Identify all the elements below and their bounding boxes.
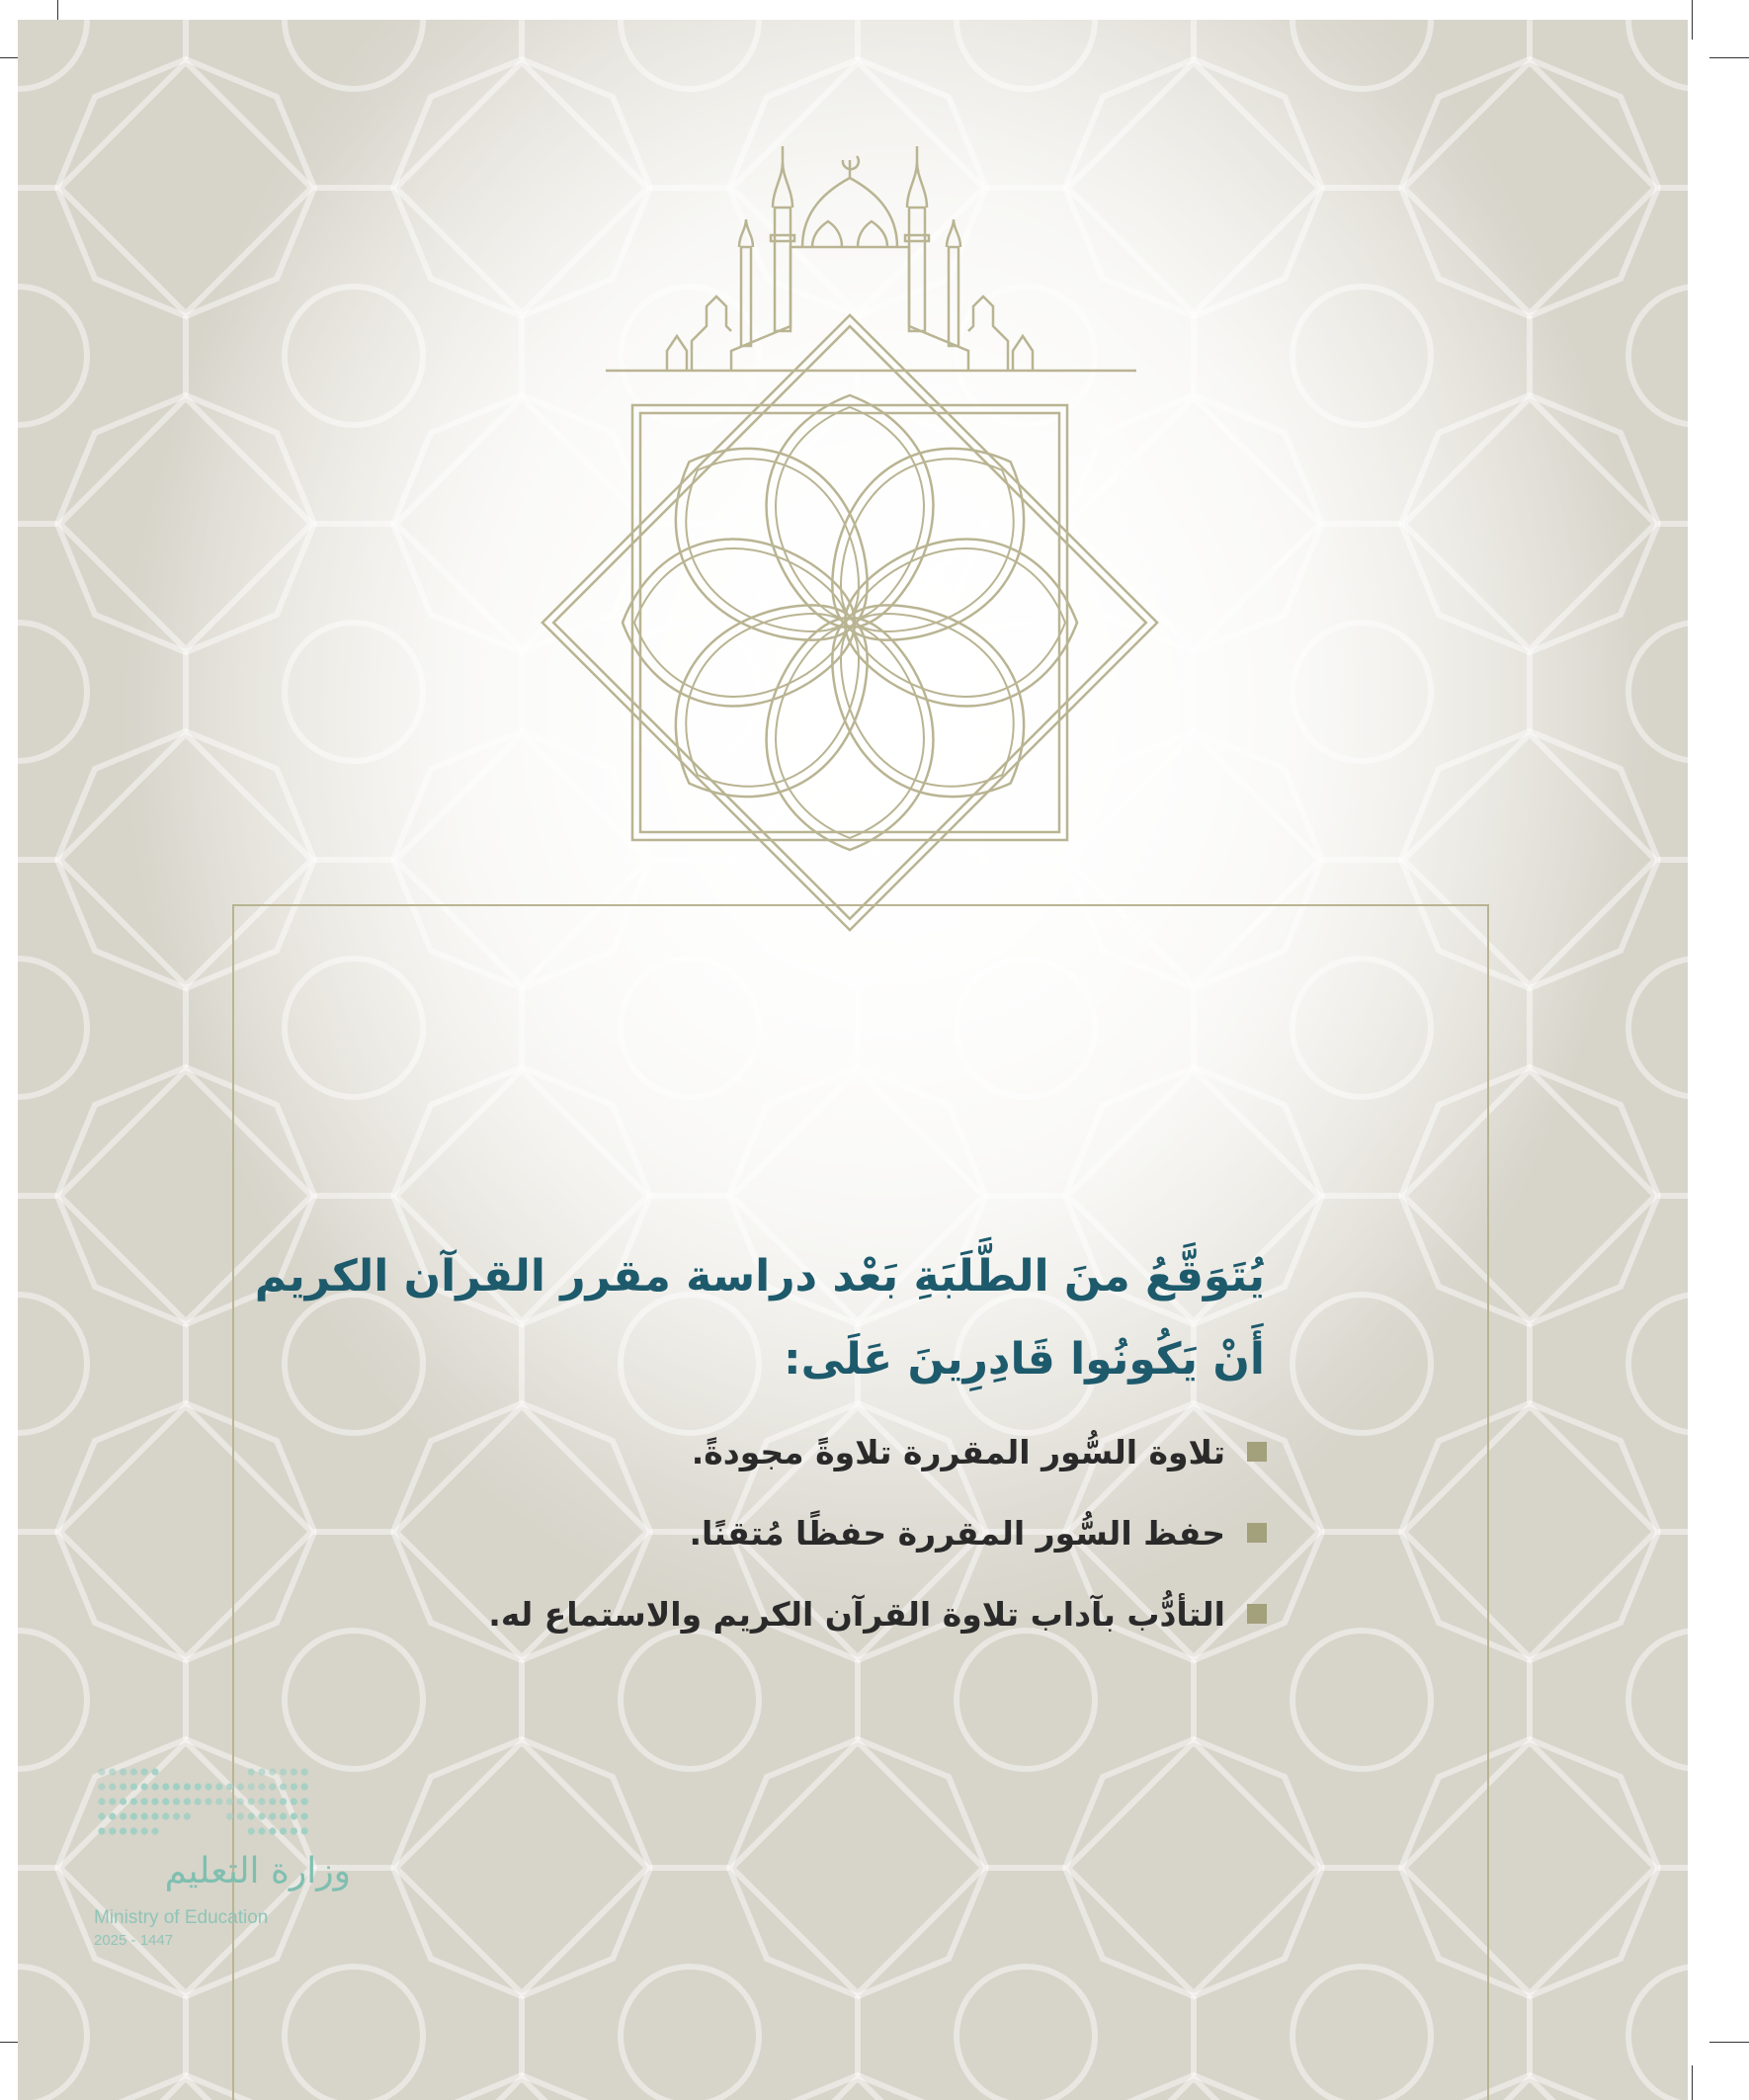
ministry-year: 2025 - 1447 bbox=[94, 1932, 174, 1949]
crop-mark-bottom-right-h bbox=[1709, 2042, 1749, 2043]
ministry-english-name: Ministry of Education bbox=[94, 1907, 269, 1928]
list-item bbox=[279, 1585, 1267, 1666]
square-bullet-icon bbox=[1247, 1523, 1267, 1543]
crop-mark-top-right-v bbox=[1692, 0, 1693, 40]
objectives-intro-line-2: أَنْ يَكُونُوا قَادِرِينَ عَلَى: bbox=[784, 1334, 1265, 1385]
objective-text: تلاوة السُّور المقررة تلاوةً مجودةً. bbox=[691, 1433, 1225, 1471]
ministry-arabic-name: وزارة التعليم bbox=[164, 1851, 351, 1891]
objectives-list bbox=[279, 1423, 1267, 1666]
objective-text: التأدُّب بآداب تلاوة القرآن الكريم والاستماع له. bbox=[488, 1595, 1225, 1634]
crop-mark-bottom-right-v bbox=[1692, 2065, 1693, 2100]
square-bullet-icon bbox=[1247, 1604, 1267, 1624]
list-item bbox=[279, 1423, 1267, 1504]
ministry-logo bbox=[94, 1764, 351, 1972]
objectives-intro bbox=[254, 1235, 1265, 1401]
square-bullet-icon bbox=[1247, 1442, 1267, 1462]
objective-text: حفظ السُّور المقررة حفظًا مُتقنًا. bbox=[689, 1514, 1225, 1553]
objectives-intro-line-1: يُتَوَقَّعُ منَ الطَّلَبَةِ بَعْد دراسة مقرر القرآن الكريم bbox=[254, 1251, 1265, 1302]
dotted-ministry-logo-icon bbox=[94, 1764, 311, 1843]
crop-mark-top-right-h bbox=[1709, 57, 1749, 58]
list-item bbox=[279, 1504, 1267, 1585]
